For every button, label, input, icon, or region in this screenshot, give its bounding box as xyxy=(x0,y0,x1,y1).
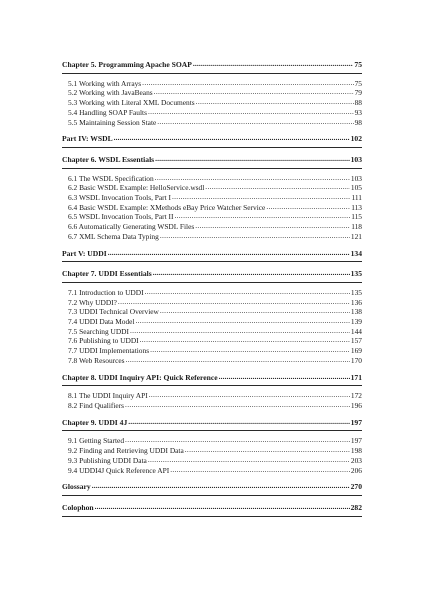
dot-leader xyxy=(170,465,350,475)
toc-entry-title: 5.3 Working with Literal XML Documents xyxy=(68,98,195,108)
section-divider xyxy=(62,385,362,386)
toc-entry-title: 7.1 Introduction to UDDI xyxy=(68,287,144,297)
toc-heading-page: 75 xyxy=(354,60,362,69)
toc-entry-page: 111 xyxy=(351,193,362,203)
toc-section xyxy=(62,155,362,242)
toc-heading-title: Chapter 6. WSDL Essentials xyxy=(62,154,155,164)
toc-entry-title: 7.4 UDDI Data Model xyxy=(68,317,135,327)
section-divider xyxy=(62,147,362,148)
toc-entry-page: 170 xyxy=(350,355,362,365)
dot-leader xyxy=(114,133,350,143)
toc-entry-link[interactable] xyxy=(62,232,362,242)
toc-heading-link[interactable] xyxy=(62,482,362,492)
toc-heading-page: 197 xyxy=(350,417,362,427)
toc-heading-page: 270 xyxy=(350,482,362,492)
toc-heading-link[interactable] xyxy=(62,418,362,428)
dot-leader xyxy=(155,173,350,183)
toc-heading-page: 134 xyxy=(350,248,362,258)
toc-entry-title: 6.2 Basic WSDL Example: HelloService.wsdl xyxy=(68,183,205,193)
dot-leader xyxy=(219,372,350,382)
toc-entry-title: 9.2 Finding and Retrieving UDDI Data xyxy=(68,446,184,456)
toc-entry-title: 8.1 The UDDI Inquiry API xyxy=(68,391,148,401)
toc-entry-title: 9.1 Getting Started xyxy=(68,436,125,446)
toc-heading-link[interactable] xyxy=(62,134,362,144)
toc-heading-title: Chapter 9. UDDI 4J xyxy=(62,417,128,427)
dot-leader xyxy=(154,87,354,97)
toc-entry-title: 5.5 Maintaining Session State xyxy=(68,117,157,127)
toc-entry-title: 6.4 Basic WSDL Example: XMethods eBay Price Watcher Service xyxy=(68,202,266,212)
toc-entry-title: 7.6 Publishing to UDDI xyxy=(68,336,139,346)
section-divider xyxy=(62,516,362,517)
dot-leader xyxy=(140,335,350,345)
toc-entry-title: 6.7 XML Schema Data Typing xyxy=(68,231,159,241)
toc-entry-page: 196 xyxy=(350,400,362,410)
table-of-contents xyxy=(62,60,362,524)
toc-entry-title: 5.1 Working with Arrays xyxy=(68,78,142,88)
section-divider xyxy=(62,73,362,74)
dot-leader xyxy=(148,455,350,465)
dot-leader xyxy=(172,192,350,202)
section-divider xyxy=(62,495,362,496)
toc-heading-title: Part IV: WSDL xyxy=(62,134,113,144)
toc-section xyxy=(62,60,362,127)
dot-leader xyxy=(95,502,350,512)
dot-leader xyxy=(125,400,350,410)
dot-leader xyxy=(153,268,350,278)
dot-leader xyxy=(205,182,350,192)
toc-entry-title: 7.3 UDDI Technical Overview xyxy=(68,307,159,317)
dot-leader xyxy=(130,326,350,336)
toc-entry-page: 203 xyxy=(350,455,362,465)
toc-entry-title: 7.7 UDDI Implementations xyxy=(68,346,150,356)
toc-heading-link[interactable] xyxy=(62,269,362,279)
toc-entry-title: 9.4 UDDI4J Quick Reference API xyxy=(68,465,170,475)
toc-entry-title: 8.2 Find Qualifiers xyxy=(68,400,125,410)
toc-entry-page: 157 xyxy=(350,336,362,346)
toc-heading-link[interactable] xyxy=(62,503,362,513)
dot-leader xyxy=(136,316,350,326)
dot-leader xyxy=(126,355,350,365)
toc-entry-title: 7.2 Why UDDI? xyxy=(68,297,117,307)
dot-leader xyxy=(148,107,354,117)
toc-heading-link[interactable] xyxy=(62,155,362,165)
toc-entry-page: 136 xyxy=(350,297,362,307)
toc-heading-title: Chapter 7. UDDI Essentials xyxy=(62,269,152,279)
section-divider xyxy=(62,282,362,283)
toc-section xyxy=(62,482,362,496)
toc-entry-page: 197 xyxy=(350,436,362,446)
toc-heading-title: Colophon xyxy=(62,502,94,512)
dot-leader xyxy=(125,435,350,445)
toc-entry-page: 115 xyxy=(351,212,362,222)
dot-leader xyxy=(195,221,350,231)
toc-section xyxy=(62,373,362,411)
toc-heading-page: 171 xyxy=(350,372,362,382)
dot-leader xyxy=(108,248,350,258)
toc-heading-page: 102 xyxy=(350,134,362,144)
toc-entry-page: 198 xyxy=(350,446,362,456)
toc-entry-title: 7.5 Searching UDDI xyxy=(68,326,129,336)
section-divider xyxy=(62,261,362,262)
toc-section xyxy=(62,503,362,517)
toc-heading-title: Chapter 5. Programming Apache SOAP xyxy=(62,60,192,69)
toc-entry-page: 118 xyxy=(351,222,362,232)
dot-leader xyxy=(150,345,350,355)
toc-heading-page: 103 xyxy=(350,154,362,164)
toc-entry-page: 98 xyxy=(354,117,362,127)
dot-leader xyxy=(157,117,353,127)
toc-entry-title: 9.3 Publishing UDDI Data xyxy=(68,455,147,465)
toc-heading-link[interactable] xyxy=(62,249,362,259)
toc-entry-link[interactable] xyxy=(62,466,362,476)
toc-entry-title: 6.5 WSDL Invocation Tools, Part II xyxy=(68,212,174,222)
toc-heading-title: Glossary xyxy=(62,482,91,492)
toc-heading-title: Part V: UDDI xyxy=(62,248,107,258)
toc-heading-link[interactable] xyxy=(62,373,362,383)
toc-entry-title: 5.2 Working with JavaBeans xyxy=(68,88,153,98)
toc-entry-link[interactable] xyxy=(62,118,362,128)
toc-heading-title: Chapter 8. UDDI Inquiry API: Quick Reference xyxy=(62,372,218,382)
toc-entry-link[interactable] xyxy=(62,401,362,411)
dot-leader xyxy=(185,445,350,455)
toc-entry-page: 75 xyxy=(354,78,362,88)
dot-leader xyxy=(196,97,354,107)
dot-leader xyxy=(145,287,350,297)
toc-entry-page: 172 xyxy=(350,391,362,401)
dot-leader xyxy=(149,390,350,400)
toc-entry-title: 6.1 The WSDL Specification xyxy=(68,173,154,183)
dot-leader xyxy=(193,59,354,69)
dot-leader xyxy=(174,211,350,221)
dot-leader xyxy=(155,154,349,164)
toc-section xyxy=(62,269,362,365)
toc-heading-page: 282 xyxy=(350,502,362,512)
toc-entry-page: 113 xyxy=(351,202,362,212)
section-divider xyxy=(62,168,362,169)
dot-leader xyxy=(266,202,350,212)
toc-entry-title: 5.4 Handling SOAP Faults xyxy=(68,107,147,117)
dot-leader xyxy=(160,306,350,316)
toc-entry-page: 121 xyxy=(350,231,362,241)
toc-entry-page: 105 xyxy=(350,183,362,193)
dot-leader xyxy=(160,231,350,241)
toc-entry-title: 6.3 WSDL Invocation Tools, Part I xyxy=(68,193,172,203)
toc-entry-page: 206 xyxy=(350,465,362,475)
dot-leader xyxy=(92,481,350,491)
toc-entry-title: 6.6 Automatically Generating WSDL Files xyxy=(68,222,195,232)
toc-heading-page: 135 xyxy=(350,269,362,279)
dot-leader xyxy=(128,417,349,427)
toc-entry-page: 144 xyxy=(350,326,362,336)
toc-entry-link[interactable] xyxy=(62,356,362,366)
toc-section xyxy=(62,249,362,263)
toc-section xyxy=(62,134,362,148)
toc-entry-page: 138 xyxy=(350,307,362,317)
toc-entry-page: 88 xyxy=(354,98,362,108)
toc-entry-page: 93 xyxy=(354,107,362,117)
toc-entry-title: 7.8 Web Resources xyxy=(68,355,125,365)
toc-entry-page: 169 xyxy=(350,346,362,356)
section-divider xyxy=(62,430,362,431)
toc-section xyxy=(62,418,362,476)
toc-entry-page: 79 xyxy=(354,88,362,98)
toc-entry-page: 135 xyxy=(350,287,362,297)
dot-leader xyxy=(118,297,350,307)
toc-entry-page: 139 xyxy=(350,317,362,327)
dot-leader xyxy=(142,78,353,88)
toc-heading-link[interactable] xyxy=(62,60,362,70)
toc-entry-page: 103 xyxy=(350,173,362,183)
